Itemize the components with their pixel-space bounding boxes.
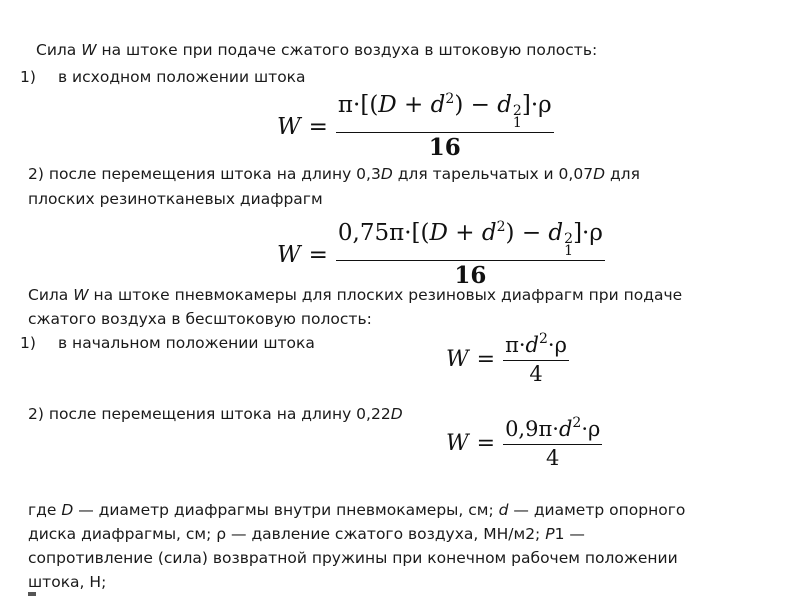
formula-2: W = $0,75\pi\cdot[(D + d^2) - d$ 2 1 ]·ρ 16 [277, 219, 603, 289]
legend-line3: сопротивление (сила) возвратной пружины при конечном рабочем положении [28, 549, 678, 567]
section3-item1: 1) [20, 334, 36, 352]
formula-1: W = $\pi\cdot[(D + d^2) - d$ 2 1 ]·ρ 16 [277, 91, 552, 161]
section3-line1: Сила W на штоке пневмокамеры для плоских резиновых диафрагм при подаче [28, 286, 683, 304]
section2-line1: 2) после перемещения штока на длину 0,3D для тарельчатых и 0,07D для [28, 165, 640, 183]
section1-item1: 1) [20, 68, 36, 86]
section4-line: 2) после перемещения штока на длину 0,22D [28, 405, 403, 423]
legend-line1: где D — диаметр диафрагмы внутри пневмокамеры, см; d — диаметр опорного [28, 501, 686, 519]
formula-3: W = $\frac{\pi\cdot d^2\cdot\rho}{4}$ [446, 331, 567, 386]
cut-off-text-fragment [28, 592, 36, 596]
section3-item1-text: в начальном положении штока [58, 334, 315, 352]
section2-line2: плоских резинотканевых диафрагм [28, 190, 323, 208]
legend-line2: диска диафрагмы, см; ρ — давление сжатого воздуха, МН/м2; P1 — [28, 525, 585, 543]
section1-item1-text: в исходном положении штока [58, 68, 306, 86]
section1-title: Сила W на штоке при подаче сжатого воздуха в штоковую полость: [36, 41, 598, 59]
section3-line2: сжатого воздуха в бесштоковую полость: [28, 310, 372, 328]
legend-line4: штока, Н; [28, 573, 107, 591]
formula-4: W = $\frac{0,9\pi\cdot d^2\cdot\rho}{4}$ [446, 415, 601, 470]
